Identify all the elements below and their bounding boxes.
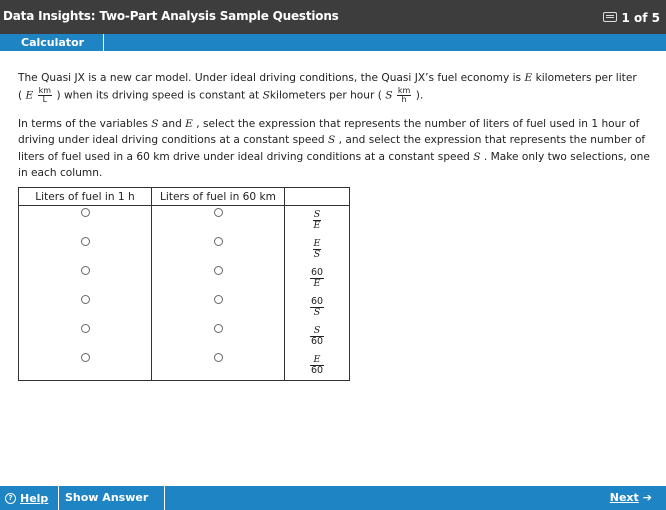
radio-60km-option-5[interactable] [214, 324, 223, 333]
radio-60km-option-6[interactable] [214, 353, 223, 362]
next-button[interactable] [610, 486, 652, 510]
expression-fraction: $\frac{S}{E}$ [313, 209, 321, 231]
help-label: Help [20, 491, 49, 505]
expression-fraction: $\frac{E}{60}$ [310, 354, 324, 376]
table-row [19, 235, 350, 264]
help-circle-icon: ? [5, 493, 16, 504]
radio-1h-option-6[interactable] [81, 353, 90, 362]
help-button[interactable] [0, 486, 59, 510]
unit-fraction-km-per-l: $\frac{km}{L}$ [38, 85, 52, 104]
expression-fraction: $\frac{E}{S}$ [313, 238, 321, 260]
expression-fraction: $\frac{60}{E}$ [310, 267, 324, 289]
column-header-expression [285, 188, 350, 206]
table-row [19, 293, 350, 322]
expression-fraction: $\frac{60}{S}$ [310, 296, 324, 318]
table-row [19, 264, 350, 293]
arrow-right-icon: ➔ [642, 491, 652, 504]
table-row [19, 351, 350, 381]
radio-1h-option-3[interactable] [81, 266, 90, 275]
question-counter [603, 11, 660, 25]
radio-60km-option-4[interactable] [214, 295, 223, 304]
unit-fraction-km-per-h: $\frac{km}{h}$ [397, 85, 411, 104]
expression-fraction: $\frac{S}{60}$ [310, 325, 324, 347]
show-answer-button[interactable]: Show Answer [59, 486, 165, 510]
calculator-button[interactable]: Calculator [0, 34, 104, 51]
answer-table-header [19, 188, 350, 206]
radio-1h-option-5[interactable] [81, 324, 90, 333]
answer-table [18, 187, 350, 381]
radio-1h-option-2[interactable] [81, 237, 90, 246]
radio-60km-option-1[interactable] [214, 208, 223, 217]
column-header-60km: Liters of fuel in 60 km [152, 188, 285, 206]
radio-60km-option-2[interactable] [214, 237, 223, 246]
question-paragraph-2: In terms of the variables S and E , select the expression that represents the number of liters of fuel used in 1 hour of driving under ideal driving conditions at a constant speed S , and select the expression that represents the number of liters of fuel used in a 60 km drive under ideal driving conditions at a constant speed S . Make only two selections, one in each column. [18, 117, 650, 179]
table-row [19, 322, 350, 351]
question-text [18, 70, 650, 194]
table-row [19, 206, 350, 236]
title-bar [0, 0, 666, 34]
column-header-1h: Liters of fuel in 1 h [19, 188, 152, 206]
variable-e: E [524, 72, 533, 84]
tools-icon[interactable] [603, 12, 617, 22]
radio-60km-option-3[interactable] [214, 266, 223, 275]
toolbar [0, 34, 666, 51]
radio-1h-option-4[interactable] [81, 295, 90, 304]
question-paragraph-1: The Quasi JX is a new car model. Under ideal driving conditions, the Quasi JX’s fuel economy is E kilometers per liter ( E $\frac{km}{L}$ ) when its driving speed is constant at Skilometers per hour ( S $\frac{km}{h}$ ). [18, 72, 637, 104]
page-title: Data Insights: Two-Part Analysis Sample Questions [3, 9, 339, 23]
radio-1h-option-1[interactable] [81, 208, 90, 217]
counter-text: 1 of 5 [621, 11, 660, 25]
next-label: Next [609, 491, 639, 504]
variable-s: S [262, 89, 270, 101]
bottom-bar [0, 486, 666, 510]
